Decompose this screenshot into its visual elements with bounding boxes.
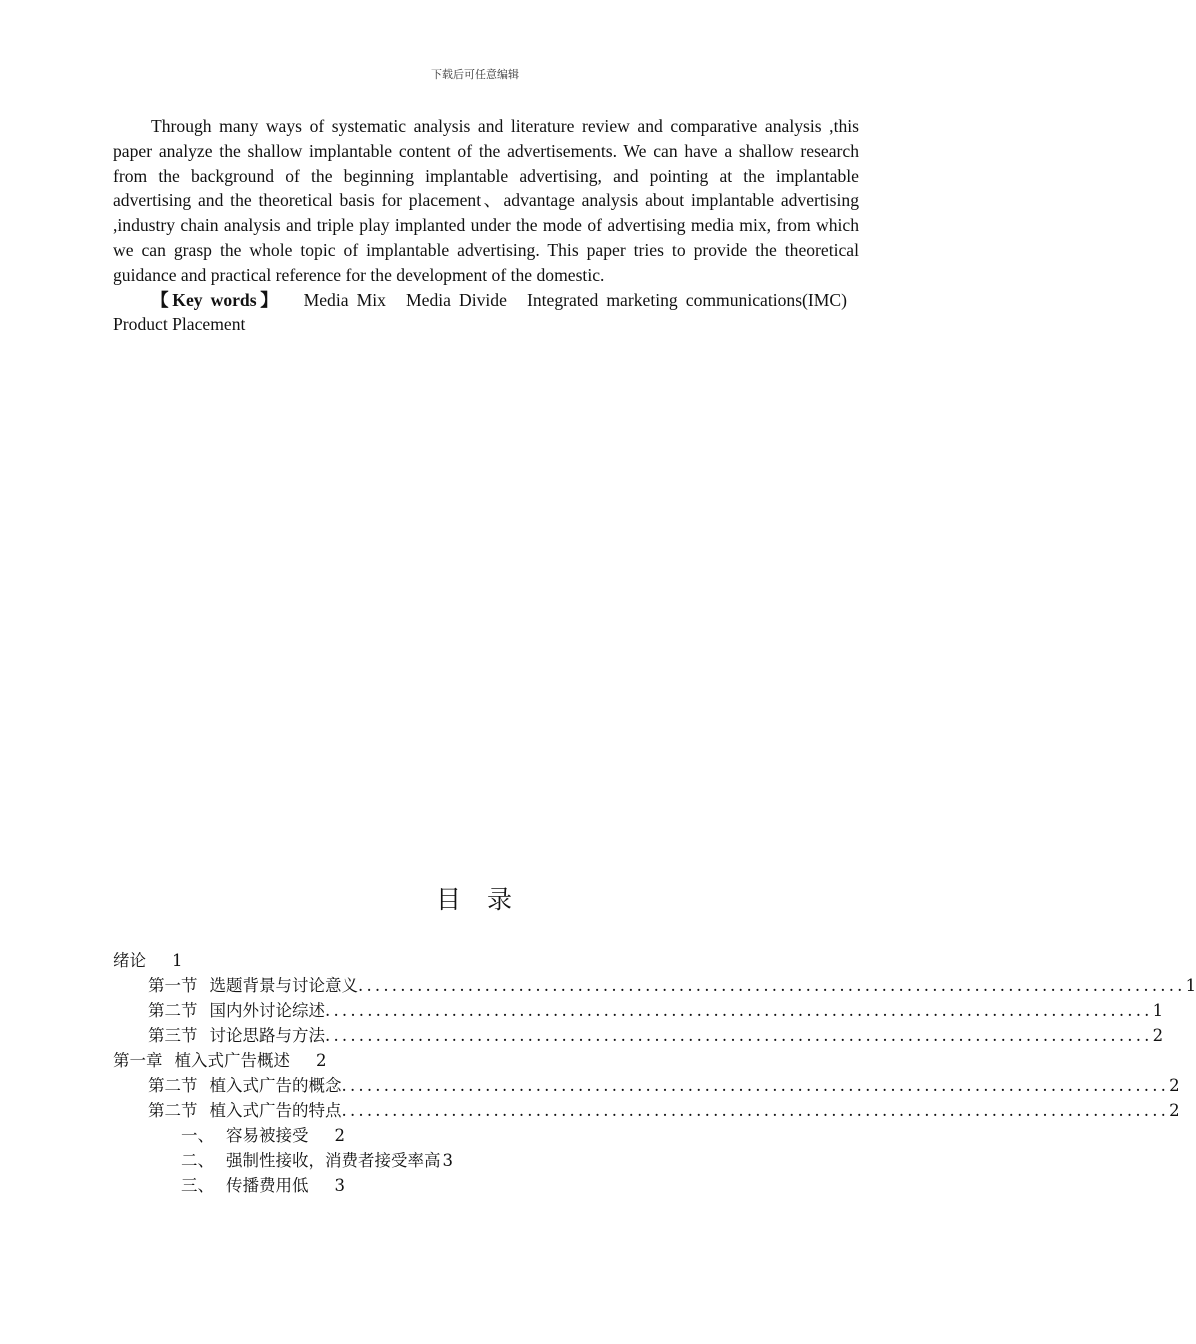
toc-entry-title: 植入式广告的特点: [209, 1101, 342, 1120]
toc-entry-prefix: 第二节: [148, 1076, 198, 1095]
toc-entry[interactable]: [113, 1048, 859, 1073]
keyword-item: Media Divide: [406, 289, 507, 310]
toc-entry[interactable]: [113, 1148, 859, 1173]
toc-entry-prefix: 二、: [181, 1151, 214, 1170]
toc-entry[interactable]: [113, 1173, 859, 1198]
toc-entry-prefix: 一、: [181, 1126, 214, 1145]
keywords-line: [113, 288, 859, 338]
toc-leader-dots: ..................................................................................................: [325, 1026, 1153, 1045]
toc-entry-title: 强制性接收，消费者接受率高: [226, 1151, 441, 1170]
toc-entry-prefix: 三、: [181, 1176, 214, 1195]
toc-entry-page: 1: [1185, 976, 1196, 995]
page-header: 下载后可任意编辑: [431, 68, 519, 81]
table-of-contents: [113, 948, 1196, 1198]
toc-entry-title: 容易被接受: [226, 1126, 309, 1145]
toc-entry-page: 2: [1152, 1026, 1164, 1045]
toc-entry-page: 2: [1169, 1101, 1180, 1120]
keywords-label: 【Key words】: [151, 289, 282, 310]
toc-leader-dots: ..................................................................................................: [341, 1101, 1170, 1120]
toc-entry-title: 植入式广告的概念: [209, 1076, 342, 1095]
toc-entry-page: 3: [442, 1151, 453, 1170]
toc-entry[interactable]: [113, 1073, 1180, 1098]
toc-entry-title: 植入式广告概述: [174, 1051, 290, 1070]
toc-entry-page: 1: [172, 951, 183, 970]
toc-entry-page: 2: [334, 1126, 345, 1145]
keyword-item: Media Mix: [303, 289, 386, 310]
keyword-item: Product Placement: [113, 314, 246, 335]
toc-entry[interactable]: [113, 1023, 1164, 1048]
toc-title-char: 录: [487, 885, 515, 914]
toc-entry-prefix: 第一节: [148, 976, 198, 995]
toc-entry-title: 讨论思路与方法: [209, 1026, 325, 1045]
toc-entry-page: 2: [1169, 1076, 1180, 1095]
toc-leader-dots: ..................................................................................................: [341, 1076, 1170, 1095]
abstract-paragraph: Through many ways of systematic analysis and literature review and comparative analysis ,this paper analyze the shallow implantable content of the advertisements. We can have a shallow research from the background of the beginning implantable advertising, and pointing at the implantable advertising and the theoretical basis for placement、advantage analysis about implantable advertising ,industry chain analysis and triple play implanted under the mode of advertising media mix, from which we can grasp the whole topic of implantable advertising. This paper tries to provide the theoretical guidance and practical reference for the development of the domestic.: [113, 116, 859, 285]
toc-entry-page: 1: [1152, 1001, 1164, 1020]
toc-entry[interactable]: [113, 1123, 859, 1148]
toc-entry-title: 选题背景与讨论意义: [209, 976, 358, 995]
toc-entry[interactable]: [113, 998, 1164, 1023]
toc-entry-page: 2: [316, 1051, 327, 1070]
toc-entry-prefix: 第一章: [113, 1051, 163, 1070]
toc-entry-title: 国内外讨论综述: [209, 1001, 325, 1020]
toc-entry-page: 3: [334, 1176, 345, 1195]
toc-entry[interactable]: [113, 1098, 1180, 1123]
toc-entry[interactable]: [113, 973, 1196, 998]
toc-entry-prefix: 第二节: [148, 1101, 198, 1120]
toc-entry-prefix: 绪论: [113, 951, 146, 970]
toc-entry-prefix: 第三节: [148, 1026, 198, 1045]
toc-entry-prefix: 第二节: [148, 1001, 198, 1020]
toc-title-char: 目: [435, 885, 463, 914]
toc-entry-title: 传播费用低: [226, 1176, 309, 1195]
toc-leader-dots: ..................................................................................................: [325, 1001, 1153, 1020]
toc-entry[interactable]: [113, 948, 859, 973]
toc-leader-dots: ..................................................................................................: [358, 976, 1186, 995]
keyword-item: Integrated marketing communications(IMC): [526, 289, 848, 310]
abstract-section: [113, 114, 859, 337]
toc-title: [0, 880, 950, 916]
